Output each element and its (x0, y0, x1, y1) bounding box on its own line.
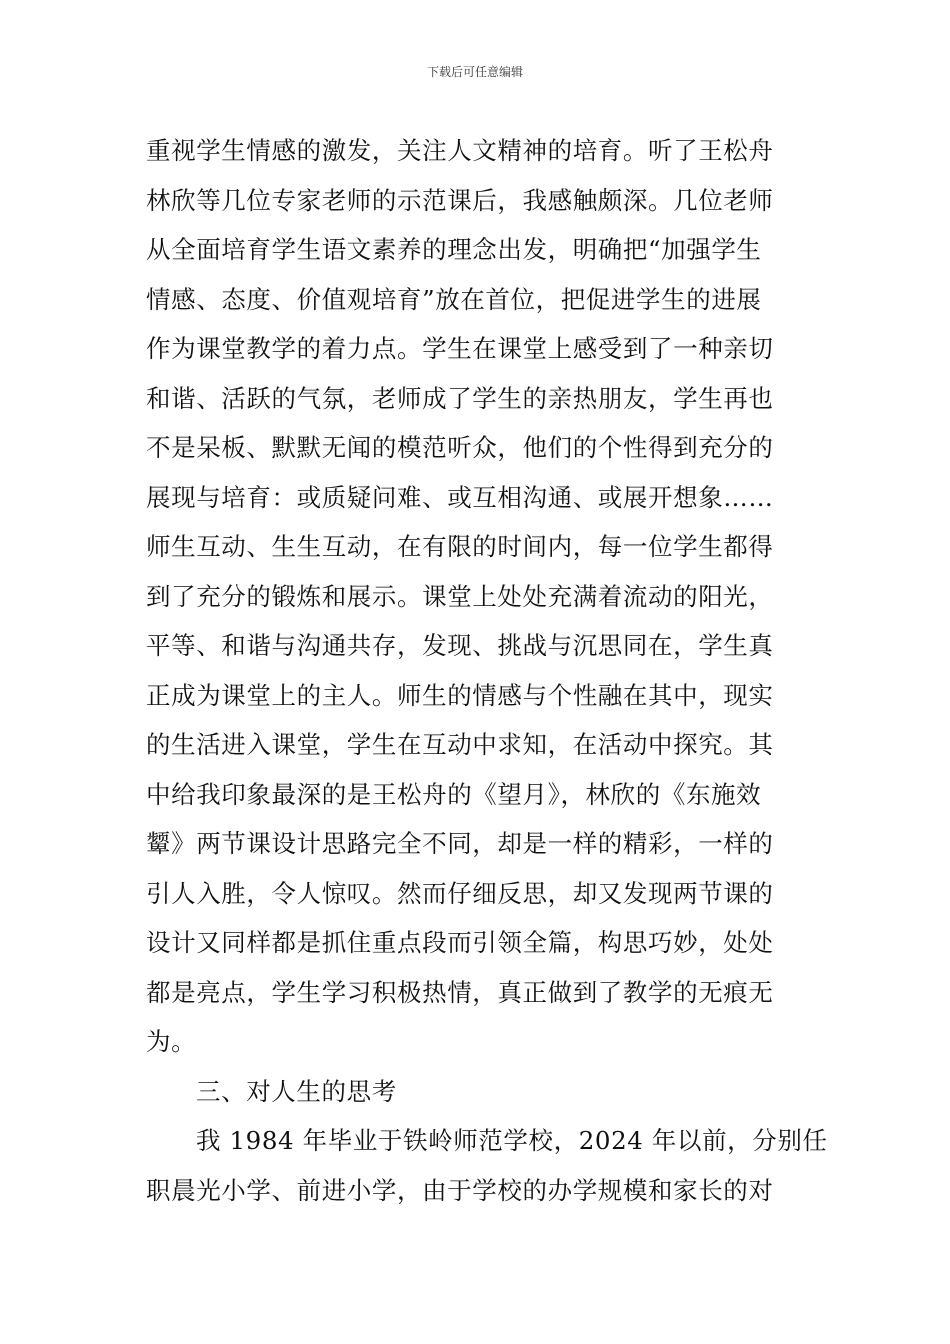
body-line-16: 引人入胜，令人惊叹。然而仔细反思，却又发现两节课的 (146, 878, 774, 908)
body-line-17: 设计又同样都是抓住重点段而引领全篇，构思巧妙，处处 (146, 928, 774, 957)
para2-line-1: 我 1984 年毕业于铁岭师范学校，2024 年以前，分别任 (196, 1126, 828, 1155)
body-line-3: 从全面培育学生语文素养的理念出发，明确把“加强学生 (146, 235, 762, 264)
page-header: 下载后可任意编辑 (426, 65, 523, 79)
body-line-15: 颦》两节课设计思路完全不同，却是一样的精彩，一样的 (146, 829, 774, 858)
para2-line-2: 职晨光小学、前进小学，由于学校的办学规模和家长的对 (146, 1175, 774, 1205)
body-line-5: 作为课堂教学的着力点。学生在课堂上感受到了一种亲切 (146, 334, 774, 363)
body-line-1: 重视学生情感的激发，关注人文精神的培育。听了王松舟 (146, 136, 774, 165)
body-line-9: 师生互动、生生互动，在有限的时间内，每一位学生都得 (146, 532, 774, 561)
body-line-8: 展现与培育：或质疑问难、或互相沟通、或展开想象…… (146, 482, 774, 512)
body-line-7: 不是呆板、默默无闻的模范听众，他们的个性得到充分的 (146, 433, 774, 462)
body-line-6: 和谐、活跃的气氛，老师成了学生的亲热朋友，学生再也 (146, 383, 774, 413)
body-line-11: 平等、和谐与沟通共存，发现、挑战与沉思同在，学生真 (146, 631, 774, 660)
document-body (146, 126, 828, 1215)
body-line-14: 中给我印象最深的是王松舟的《望月》，林欣的《东施效 (146, 779, 762, 809)
body-line-2: 林欣等几位专家老师的示范课后，我感触颇深。几位老师 (146, 185, 774, 215)
body-line-19: 为。 (146, 1027, 197, 1056)
body-line-4: 情感、态度、价值观培育”放在首位，把促进学生的进展 (146, 284, 762, 314)
body-line-18: 都是亮点，学生学习积极热情，真正做到了教学的无痕无 (146, 977, 774, 1007)
section-heading: 三、对人生的思考 (196, 1076, 397, 1106)
body-line-13: 的生活进入课堂，学生在互动中求知，在活动中探究。其 (146, 730, 774, 759)
body-line-10: 到了充分的锻炼和展示。课堂上处处充满着流动的阳光， (146, 581, 774, 611)
body-line-12: 正成为课堂上的主人。师生的情感与个性融在其中，现实 (146, 680, 774, 710)
